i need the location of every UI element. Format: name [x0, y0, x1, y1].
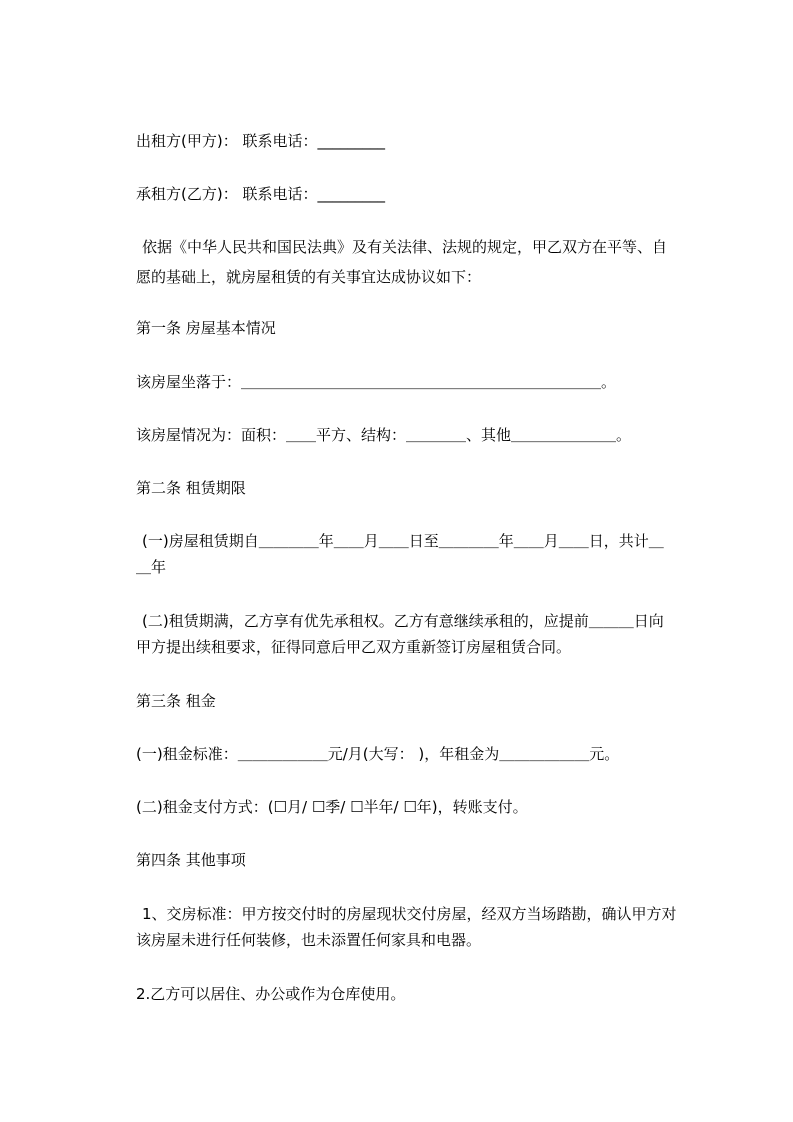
lessor-line: 出租方(甲方)： 联系电话：_________ [136, 132, 385, 150]
article3-title: 第三条 租金 [136, 692, 216, 710]
article2-item1-line-1: (一)房屋租赁期自＿＿＿＿年＿＿月＿＿日至＿＿＿＿年＿＿月＿＿日，共计＿ [142, 532, 664, 550]
article1-condition: 该房屋情况为：面积：＿＿平方、结构：＿＿＿＿、其他＿＿＿＿＿＿＿。 [136, 426, 632, 444]
article4-item2: 2.乙方可以居住、办公或作为仓库使用。 [136, 985, 406, 1003]
preamble-line-2: 愿的基础上，就房屋租赁的有关事宜达成协议如下： [136, 268, 482, 286]
article2-item2-line-2: 甲方提出续租要求，征得同意后甲乙双方重新签订房屋租赁合同。 [136, 638, 572, 656]
article2-title: 第二条 租赁期限 [136, 479, 246, 497]
article2-item1-line-2: ＿年 [136, 558, 167, 576]
article2-item2-line-1: (二)租赁期满，乙方享有优先承租权。乙方有意继续承租的，应提前＿＿＿日向 [142, 612, 664, 630]
article3-item1: (一)租金标准：＿＿＿＿＿＿元/月(大写： )，年租金为＿＿＿＿＿＿元。 [136, 745, 620, 763]
preamble-line-1: 依据《中华人民共和国民法典》及有关法律、法规的规定，甲乙双方在平等、自 [142, 238, 668, 256]
article4-title: 第四条 其他事项 [136, 851, 246, 869]
article1-title: 第一条 房屋基本情况 [136, 319, 276, 337]
article4-item1-line-2: 该房屋未进行任何装修，也未添置任何家具和电器。 [136, 931, 482, 949]
article1-location: 该房屋坐落于：＿＿＿＿＿＿＿＿＿＿＿＿＿＿＿＿＿＿＿＿＿＿＿＿。 [136, 373, 617, 391]
lessee-line: 承租方(乙方)： 联系电话：_________ [136, 185, 385, 203]
article3-item2: (二)租金支付方式：(☐月/ ☐季/ ☐半年/ ☐年)，转账支付。 [136, 798, 528, 816]
article4-item1-line-1: 1、交房标准：甲方按交付时的房屋现状交付房屋，经双方当场踏勘，确认甲方对 [142, 905, 677, 923]
